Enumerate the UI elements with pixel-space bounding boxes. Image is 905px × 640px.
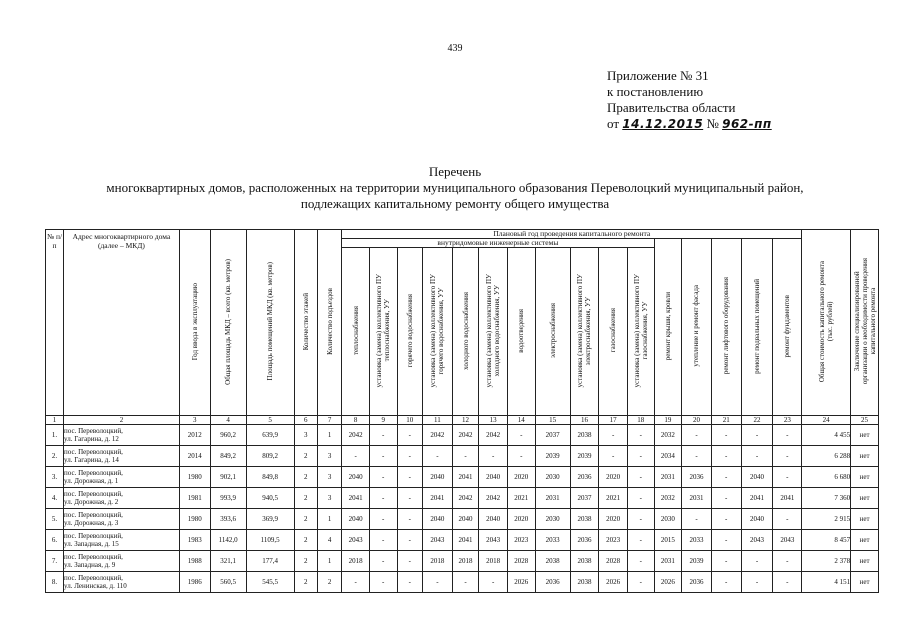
row-address bbox=[64, 530, 180, 551]
table-cell: 2 915 bbox=[802, 509, 851, 530]
table-cell: 2041 bbox=[342, 488, 370, 509]
table-cell: 2020 bbox=[507, 509, 535, 530]
appendix-block bbox=[607, 68, 772, 132]
address-line-2: ул. Гагарина, д. 14 bbox=[64, 456, 119, 464]
table-cell: 2042 bbox=[342, 425, 370, 446]
row-address bbox=[64, 425, 180, 446]
table-cell: - bbox=[369, 530, 397, 551]
table-cell: 2012 bbox=[179, 425, 210, 446]
header-drainage: водоотведения bbox=[507, 248, 535, 416]
table-cell: 2030 bbox=[654, 509, 682, 530]
table-cell: 4 151 bbox=[802, 572, 851, 593]
table-cell: - bbox=[369, 551, 397, 572]
table-row bbox=[46, 467, 879, 488]
appendix-date-line bbox=[607, 116, 772, 132]
column-number-row bbox=[46, 416, 879, 425]
table-cell: нет bbox=[851, 425, 879, 446]
table-cell: 2041 bbox=[452, 530, 479, 551]
table-cell: - bbox=[773, 467, 802, 488]
header-roof: ремонт крыши, кровли bbox=[654, 239, 682, 416]
table-cell: - bbox=[627, 551, 654, 572]
table-cell: 2043 bbox=[773, 530, 802, 551]
table-cell: нет bbox=[851, 572, 879, 593]
title-line-3: подлежащих капитальному ремонту общего имущества bbox=[300, 196, 610, 211]
table-cell: - bbox=[397, 488, 422, 509]
table-cell: - bbox=[711, 551, 741, 572]
table-cell: 1 bbox=[317, 425, 341, 446]
table-row bbox=[46, 551, 879, 572]
column-number: 2 bbox=[64, 416, 180, 425]
table-cell: 2 bbox=[294, 551, 317, 572]
header-foundation: ремонт фундаментов bbox=[773, 239, 802, 416]
table-cell: нет bbox=[851, 551, 879, 572]
table-cell: 2032 bbox=[654, 488, 682, 509]
table-cell: - bbox=[479, 572, 508, 593]
table-cell: 849,8 bbox=[246, 467, 294, 488]
column-number: 3 bbox=[179, 416, 210, 425]
table-cell: - bbox=[423, 572, 453, 593]
table-row bbox=[46, 446, 879, 467]
table-cell: 2042 bbox=[479, 488, 508, 509]
table-cell: - bbox=[507, 425, 535, 446]
table-cell: 8 457 bbox=[802, 530, 851, 551]
table-cell: - bbox=[423, 446, 453, 467]
column-number: 5 bbox=[246, 416, 294, 425]
header-heating-meter: установка (замена) коллективного ПУ теплоснабжения, УУ bbox=[369, 248, 397, 416]
header-total-cost: Общая стоимость капитального ремонта (тыс. рублей) bbox=[802, 230, 851, 416]
row-number: 8. bbox=[46, 572, 64, 593]
table-cell: 2042 bbox=[423, 425, 453, 446]
table-cell: - bbox=[773, 509, 802, 530]
table-cell: 2015 bbox=[654, 530, 682, 551]
table-cell: - bbox=[342, 446, 370, 467]
table-cell: 1980 bbox=[179, 509, 210, 530]
table-cell: 2018 bbox=[452, 551, 479, 572]
address-line-2: ул. Дорожная, д. 1 bbox=[64, 477, 119, 485]
column-number: 1 bbox=[46, 416, 64, 425]
appendix-line-2: к постановлению bbox=[607, 84, 704, 99]
address-line-1: пос. Переволоцкий, bbox=[64, 511, 123, 519]
handwritten-date: 14.12.2015 bbox=[622, 117, 704, 131]
table-cell: 321,1 bbox=[210, 551, 246, 572]
table-cell: нет bbox=[851, 488, 879, 509]
table-cell: 2032 bbox=[654, 425, 682, 446]
address-line-1: пос. Переволоцкий, bbox=[64, 553, 123, 561]
title-line-1: Перечень bbox=[428, 164, 482, 179]
header-planned-year: Плановый год проведения капитального ремонта bbox=[342, 230, 802, 239]
table-cell: 2018 bbox=[342, 551, 370, 572]
table-row bbox=[46, 425, 879, 446]
table-cell: - bbox=[397, 509, 422, 530]
table-cell: - bbox=[773, 446, 802, 467]
table-cell: 2036 bbox=[682, 572, 712, 593]
table-cell: - bbox=[627, 509, 654, 530]
header-cold-water-meter: установка (замена) коллективного ПУ холодного водоснабжения, УУ bbox=[479, 248, 508, 416]
table-cell: - bbox=[741, 551, 773, 572]
table-cell: 2 bbox=[294, 530, 317, 551]
address-line-1: пос. Переволоцкий, bbox=[64, 469, 123, 477]
row-address bbox=[64, 551, 180, 572]
header-entrances: Количество подъездов bbox=[317, 230, 341, 416]
column-number: 18 bbox=[627, 416, 654, 425]
table-cell: - bbox=[452, 572, 479, 593]
table-cell: 545,5 bbox=[246, 572, 294, 593]
table-cell: 1983 bbox=[179, 530, 210, 551]
table-cell: 2041 bbox=[773, 488, 802, 509]
table-cell: 393,6 bbox=[210, 509, 246, 530]
table-cell: - bbox=[627, 572, 654, 593]
column-number: 6 bbox=[294, 416, 317, 425]
table-cell: 560,5 bbox=[210, 572, 246, 593]
table-cell: - bbox=[397, 425, 422, 446]
table-cell: 2 bbox=[294, 467, 317, 488]
table-cell: 2043 bbox=[741, 530, 773, 551]
table-cell: 2039 bbox=[570, 446, 599, 467]
repair-table bbox=[45, 229, 879, 593]
table-cell: 2031 bbox=[682, 488, 712, 509]
column-number: 21 bbox=[711, 416, 741, 425]
table-cell: 2043 bbox=[479, 530, 508, 551]
row-number: 3. bbox=[46, 467, 64, 488]
table-cell: 2018 bbox=[479, 551, 508, 572]
table-cell: 2040 bbox=[479, 467, 508, 488]
table-cell: - bbox=[452, 446, 479, 467]
table-cell: 2020 bbox=[599, 467, 628, 488]
header-gas-meter: установка (замена) коллективного ПУ газоснабжения, УУ bbox=[627, 248, 654, 416]
table-cell: 2040 bbox=[741, 509, 773, 530]
table-cell: - bbox=[741, 425, 773, 446]
table-cell: 809,2 bbox=[246, 446, 294, 467]
table-cell: 1986 bbox=[179, 572, 210, 593]
table-cell: 2041 bbox=[452, 467, 479, 488]
table-cell: 2014 bbox=[179, 446, 210, 467]
header-address: Адрес многоквартирного дома (далее – МКД) bbox=[64, 230, 180, 416]
table-cell: - bbox=[773, 425, 802, 446]
table-cell: 2026 bbox=[599, 572, 628, 593]
table-cell: 2040 bbox=[452, 509, 479, 530]
table-cell: 940,5 bbox=[246, 488, 294, 509]
table-cell: 2037 bbox=[570, 488, 599, 509]
table-cell: - bbox=[773, 551, 802, 572]
table-cell: - bbox=[627, 446, 654, 467]
row-number: 7. bbox=[46, 551, 64, 572]
row-address bbox=[64, 509, 180, 530]
table-cell: 2040 bbox=[741, 467, 773, 488]
table-cell: - bbox=[741, 446, 773, 467]
column-number: 14 bbox=[507, 416, 535, 425]
table-cell: 2023 bbox=[599, 530, 628, 551]
column-number: 25 bbox=[851, 416, 879, 425]
table-cell: 2030 bbox=[535, 509, 570, 530]
table-row bbox=[46, 572, 879, 593]
table-cell: 4 455 bbox=[802, 425, 851, 446]
header-facade: утепление и ремонт фасада bbox=[682, 239, 712, 416]
column-number: 16 bbox=[570, 416, 599, 425]
table-cell: 1142,0 bbox=[210, 530, 246, 551]
table-cell: 2020 bbox=[507, 467, 535, 488]
table-cell: 1 bbox=[317, 509, 341, 530]
table-cell: 2028 bbox=[599, 551, 628, 572]
table-cell: 2038 bbox=[570, 425, 599, 446]
table-cell: 2043 bbox=[342, 530, 370, 551]
table-cell: - bbox=[773, 572, 802, 593]
table-cell: - bbox=[711, 425, 741, 446]
table-cell: - bbox=[711, 572, 741, 593]
table-row bbox=[46, 488, 879, 509]
table-cell: 2042 bbox=[452, 425, 479, 446]
table-cell: 993,9 bbox=[210, 488, 246, 509]
table-cell: - bbox=[369, 446, 397, 467]
table-cell: - bbox=[627, 488, 654, 509]
table-cell: - bbox=[711, 530, 741, 551]
table-cell: 3 bbox=[317, 488, 341, 509]
table-cell: 2036 bbox=[535, 572, 570, 593]
column-number: 11 bbox=[423, 416, 453, 425]
table-cell: - bbox=[397, 572, 422, 593]
table-cell: - bbox=[369, 572, 397, 593]
table-cell: 2042 bbox=[479, 425, 508, 446]
row-address bbox=[64, 467, 180, 488]
page-number: 439 bbox=[447, 43, 463, 54]
row-address bbox=[64, 572, 180, 593]
table-row bbox=[46, 530, 879, 551]
address-line-1: пос. Переволоцкий, bbox=[64, 427, 123, 435]
table-cell: - bbox=[369, 425, 397, 446]
column-number: 10 bbox=[397, 416, 422, 425]
header-engineering-systems: внутридомовые инженерные системы bbox=[342, 239, 654, 248]
column-number: 17 bbox=[599, 416, 628, 425]
address-line-1: пос. Переволоцкий, bbox=[64, 490, 123, 498]
header-floors: Количество этажей bbox=[294, 230, 317, 416]
row-number: 4. bbox=[46, 488, 64, 509]
table-cell: 2038 bbox=[570, 572, 599, 593]
table-cell: 2 bbox=[317, 572, 341, 593]
address-line-2: ул. Гагарина, д. 12 bbox=[64, 435, 119, 443]
table-cell: 2041 bbox=[741, 488, 773, 509]
table-cell: нет bbox=[851, 509, 879, 530]
column-number: 20 bbox=[682, 416, 712, 425]
column-number: 9 bbox=[369, 416, 397, 425]
table-cell: 2018 bbox=[423, 551, 453, 572]
table-cell: 2041 bbox=[423, 488, 453, 509]
table-cell: 2 378 bbox=[802, 551, 851, 572]
row-number: 6. bbox=[46, 530, 64, 551]
address-line-2: ул. Западная, д. 15 bbox=[64, 540, 119, 548]
table-cell: 3 bbox=[294, 425, 317, 446]
table-cell: - bbox=[711, 488, 741, 509]
address-line-1: пос. Переволоцкий, bbox=[64, 532, 123, 540]
column-number: 7 bbox=[317, 416, 341, 425]
column-number: 22 bbox=[741, 416, 773, 425]
column-number: 13 bbox=[479, 416, 508, 425]
appendix-line-1: Приложение № 31 bbox=[607, 68, 709, 83]
table-cell: 2040 bbox=[342, 509, 370, 530]
table-cell: 2031 bbox=[654, 467, 682, 488]
table-cell: 2034 bbox=[654, 446, 682, 467]
header-year-built: Год ввода в эксплуатацию bbox=[179, 230, 210, 416]
table-cell: - bbox=[507, 446, 535, 467]
column-number: 24 bbox=[802, 416, 851, 425]
header-hot-water-meter: установка (замена) коллективного ПУ горячего водоснабжения, УУ bbox=[423, 248, 453, 416]
header-total-area: Общая площадь МКД – всего (кв. метров) bbox=[210, 230, 246, 416]
header-elevator: ремонт лифтового оборудования bbox=[711, 239, 741, 416]
table-cell: нет bbox=[851, 530, 879, 551]
table-cell: 2033 bbox=[535, 530, 570, 551]
table-cell: - bbox=[627, 467, 654, 488]
title-line-2: многоквартирных домов, расположенных на территории муниципального образования Переволоцкий муниципальный район, bbox=[106, 180, 804, 195]
address-line-1: пос. Переволоцкий, bbox=[64, 448, 123, 456]
table-cell: - bbox=[397, 551, 422, 572]
header-conclusion: Заключение специализированной организации о необходимости проведения капитального ремонта bbox=[851, 230, 879, 416]
table-cell: - bbox=[397, 467, 422, 488]
table-cell: 3 bbox=[317, 446, 341, 467]
table-cell: - bbox=[369, 467, 397, 488]
table-cell: 177,4 bbox=[246, 551, 294, 572]
address-line-2: ул. Ленинская, д. 110 bbox=[64, 582, 127, 590]
header-cold-water: холодного водоснабжения bbox=[452, 248, 479, 416]
table-cell: 2038 bbox=[570, 551, 599, 572]
table-cell: - bbox=[682, 509, 712, 530]
table-cell: - bbox=[479, 446, 508, 467]
header-premises-area: Площадь помещений МКД (кв. метров) bbox=[246, 230, 294, 416]
table-cell: 902,1 bbox=[210, 467, 246, 488]
table-cell: 2033 bbox=[682, 530, 712, 551]
table-cell: - bbox=[711, 446, 741, 467]
table-row bbox=[46, 509, 879, 530]
table-cell: 2 bbox=[294, 488, 317, 509]
table-cell: 6 288 bbox=[802, 446, 851, 467]
table-cell: - bbox=[397, 446, 422, 467]
column-number: 4 bbox=[210, 416, 246, 425]
header-heating: теплоснабжения bbox=[342, 248, 370, 416]
address-line-2: ул. Дорожная, д. 3 bbox=[64, 519, 119, 527]
address-line-2: ул. Западная, д. 9 bbox=[64, 561, 116, 569]
table-cell: 2036 bbox=[682, 467, 712, 488]
header-num: № п/п bbox=[46, 230, 64, 416]
table-cell: 2021 bbox=[507, 488, 535, 509]
table-cell: - bbox=[599, 425, 628, 446]
from-label: от bbox=[607, 116, 620, 131]
row-address bbox=[64, 446, 180, 467]
table-cell: 369,9 bbox=[246, 509, 294, 530]
table-cell: 639,9 bbox=[246, 425, 294, 446]
table-cell: 2040 bbox=[342, 467, 370, 488]
column-number: 8 bbox=[342, 416, 370, 425]
table-cell: 2039 bbox=[535, 446, 570, 467]
table-cell: 960,2 bbox=[210, 425, 246, 446]
table-cell: 7 360 bbox=[802, 488, 851, 509]
table-cell: 1988 bbox=[179, 551, 210, 572]
table-cell: 2 bbox=[294, 446, 317, 467]
column-number: 12 bbox=[452, 416, 479, 425]
table-cell: - bbox=[397, 530, 422, 551]
table-cell: 2023 bbox=[507, 530, 535, 551]
table-cell: нет bbox=[851, 446, 879, 467]
table-cell: 2026 bbox=[654, 572, 682, 593]
table-cell: 2030 bbox=[535, 467, 570, 488]
table-cell: 2026 bbox=[507, 572, 535, 593]
table-cell: - bbox=[682, 425, 712, 446]
table-cell: - bbox=[627, 425, 654, 446]
table-cell: 2021 bbox=[599, 488, 628, 509]
table-cell: - bbox=[599, 446, 628, 467]
column-number: 15 bbox=[535, 416, 570, 425]
table-cell: 2040 bbox=[479, 509, 508, 530]
table-cell: 849,2 bbox=[210, 446, 246, 467]
table-cell: 2 bbox=[294, 509, 317, 530]
row-address bbox=[64, 488, 180, 509]
table-cell: - bbox=[342, 572, 370, 593]
table-cell: 2031 bbox=[654, 551, 682, 572]
table-cell: - bbox=[369, 488, 397, 509]
table-cell: 2038 bbox=[570, 509, 599, 530]
table-cell: 2037 bbox=[535, 425, 570, 446]
row-number: 1. bbox=[46, 425, 64, 446]
table-cell: 2043 bbox=[423, 530, 453, 551]
header-hot-water: горячего водоснабжения bbox=[397, 248, 422, 416]
table-cell: - bbox=[369, 509, 397, 530]
table-cell: 4 bbox=[317, 530, 341, 551]
table-cell: 1 bbox=[317, 551, 341, 572]
table-cell: 3 bbox=[317, 467, 341, 488]
column-number: 19 bbox=[654, 416, 682, 425]
table-cell: - bbox=[711, 467, 741, 488]
header-basement: ремонт подвальных помещений bbox=[741, 239, 773, 416]
table-cell: 2038 bbox=[535, 551, 570, 572]
handwritten-number: 962-пп bbox=[722, 117, 772, 131]
table-cell: 2036 bbox=[570, 530, 599, 551]
table-cell: 2042 bbox=[452, 488, 479, 509]
address-line-1: пос. Переволоцкий, bbox=[64, 574, 123, 582]
table-cell: 2031 bbox=[535, 488, 570, 509]
table-cell: 2 bbox=[294, 572, 317, 593]
table-cell: - bbox=[741, 572, 773, 593]
table-cell: 1109,5 bbox=[246, 530, 294, 551]
table-body bbox=[46, 416, 879, 593]
table-cell: 1981 bbox=[179, 488, 210, 509]
header-electricity-meter: установка (замена) коллективного ПУ электроснабжения, УУ bbox=[570, 248, 599, 416]
table-cell: 2039 bbox=[682, 551, 712, 572]
table-cell: 2040 bbox=[423, 509, 453, 530]
table-cell: - bbox=[627, 530, 654, 551]
header-electricity: электроснабжения bbox=[535, 248, 570, 416]
table-cell: 6 680 bbox=[802, 467, 851, 488]
table-cell: - bbox=[711, 509, 741, 530]
address-line-2: ул. Дорожная, д. 2 bbox=[64, 498, 119, 506]
appendix-line-3: Правительства области bbox=[607, 100, 736, 115]
table-cell: 2036 bbox=[570, 467, 599, 488]
row-number: 2. bbox=[46, 446, 64, 467]
row-number: 5. bbox=[46, 509, 64, 530]
column-number: 23 bbox=[773, 416, 802, 425]
header-gas: газоснабжения bbox=[599, 248, 628, 416]
document-title bbox=[40, 164, 870, 212]
table-cell: 2040 bbox=[423, 467, 453, 488]
table-cell: 2020 bbox=[599, 509, 628, 530]
table-cell: 2028 bbox=[507, 551, 535, 572]
table-cell: - bbox=[682, 446, 712, 467]
number-label: № bbox=[706, 116, 719, 131]
table-cell: 1980 bbox=[179, 467, 210, 488]
table-cell: нет bbox=[851, 467, 879, 488]
